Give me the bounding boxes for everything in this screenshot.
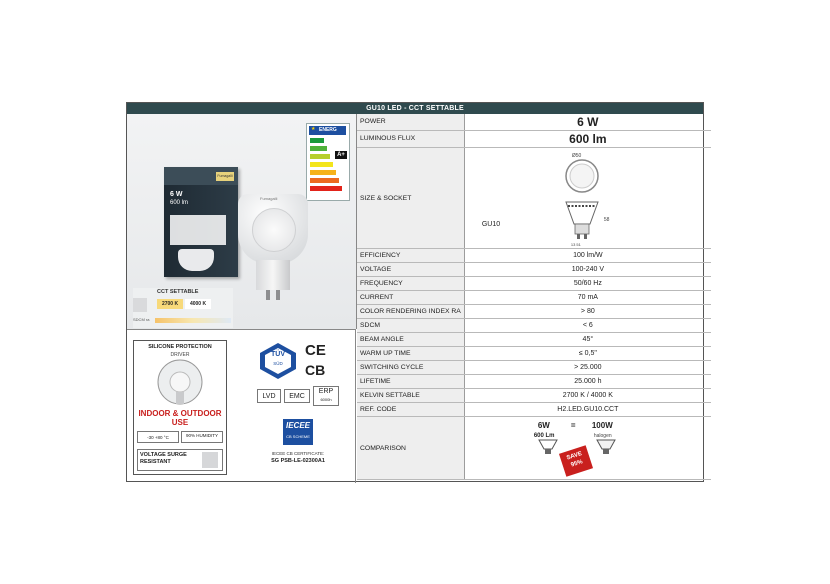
spec-label: SWITCHING CYCLE	[357, 361, 464, 375]
spec-label: FREQUENCY	[357, 277, 464, 291]
spec-row	[357, 148, 711, 249]
humidity-rating: 90% HUMIDITY	[181, 431, 223, 443]
diameter-label: Ø50	[571, 153, 582, 159]
save-badge	[559, 445, 593, 476]
iecee-sub-label: CB SCHEME	[286, 434, 310, 439]
box-power: 6 W	[170, 191, 183, 198]
box-bulb-image	[178, 249, 214, 271]
spec-value: 2700 K / 4000 K	[464, 389, 711, 403]
datasheet-title: GU10 LED - CCT SETTABLE	[127, 103, 703, 114]
box-flux: 600 lm	[170, 200, 189, 206]
energy-bar-4	[310, 162, 333, 167]
bulb-pins	[263, 290, 283, 300]
spec-value: < 6	[464, 319, 711, 333]
silicone-title: SILICONE PROTECTION	[148, 344, 212, 350]
spec-value	[464, 148, 711, 249]
energy-bar-1	[310, 138, 324, 143]
spec-label: POWER	[357, 114, 464, 131]
cct-cool-swatch: 4000 K	[185, 299, 211, 309]
spec-label: COLOR RENDERING INDEX RA	[357, 305, 464, 319]
spec-row	[357, 333, 711, 347]
energy-bar-6	[310, 178, 339, 183]
spec-value: 50/60 Hz	[464, 277, 711, 291]
spec-label: WARM UP TIME	[357, 347, 464, 361]
spec-row	[357, 114, 711, 131]
energy-bar-5	[310, 170, 336, 175]
cct-settable-panel	[133, 288, 233, 328]
energy-grade-marker: A+	[335, 151, 347, 159]
spec-value: 100-240 V	[464, 263, 711, 277]
save-label: SAVE	[565, 450, 583, 462]
bulb-neck	[256, 260, 290, 290]
spec-value	[464, 417, 711, 480]
spec-label: EFFICIENCY	[357, 249, 464, 263]
socket-label: GU10	[481, 221, 501, 228]
cct-label: CCT SETTABLE	[157, 289, 199, 295]
led-watt: 6W	[537, 421, 550, 430]
spec-row	[357, 417, 711, 480]
bulb-lens	[252, 208, 296, 252]
driver-label: DRIVER	[170, 352, 190, 358]
spec-label: LUMINOUS FLUX	[357, 131, 464, 148]
spec-label: CURRENT	[357, 291, 464, 305]
spec-value: 25.000 h	[464, 375, 711, 389]
iecee-label: IECEE	[285, 421, 310, 430]
iecee-cert-code: SG PSB-LE-02300A1	[271, 458, 325, 464]
led-bulb-icon	[538, 439, 558, 455]
spec-table	[357, 114, 711, 480]
spec-row	[357, 403, 711, 417]
spec-label: LIFETIME	[357, 375, 464, 389]
energy-label	[306, 123, 350, 201]
halogen-bulb-icon	[596, 439, 616, 455]
spec-label: SIZE & SOCKET	[357, 148, 464, 249]
halogen-watt: 100W	[591, 421, 613, 430]
silicone-protection-box	[133, 340, 227, 475]
spec-value: 6 W	[464, 114, 711, 131]
spec-row	[357, 305, 711, 319]
spec-table-body	[357, 114, 711, 480]
voltage-surge-box	[137, 449, 223, 471]
cct-warm-swatch: 2700 K	[157, 299, 183, 309]
spec-row	[357, 277, 711, 291]
product-photo	[127, 114, 357, 329]
spec-label: BEAM ANGLE	[357, 333, 464, 347]
spec-row	[357, 319, 711, 333]
spec-row	[357, 389, 711, 403]
spec-value: > 80	[464, 305, 711, 319]
indoor-outdoor-label: INDOOR & OUTDOOR USE	[138, 409, 222, 427]
spec-row	[357, 131, 711, 148]
sdcm-label: SDCM ra	[133, 317, 150, 322]
bulb-side-view-icon	[564, 200, 600, 240]
iecee-logo-icon	[283, 419, 313, 445]
emc-badge: EMC	[284, 389, 310, 403]
spec-row	[357, 291, 711, 305]
tuv-sub-label: SÜD	[273, 361, 283, 366]
bulb-brand: Fumagalli	[260, 196, 278, 201]
temperature-range: -30 +80 °C	[137, 431, 179, 443]
spec-value: 600 lm	[464, 131, 711, 148]
iecee-cert-label: IECEE CB CERTIFICATE:	[271, 451, 325, 456]
cb-mark: CB	[305, 362, 326, 378]
spec-value: 45°	[464, 333, 711, 347]
tuv-label: TÜV	[271, 351, 285, 358]
sdcm-scale	[155, 318, 231, 323]
spec-value: 70 mA	[464, 291, 711, 305]
box-feature-panel	[170, 215, 226, 245]
brand-logo: Fumagalli	[216, 172, 234, 181]
surge-icon	[202, 452, 218, 468]
erp-label: ERP	[318, 388, 334, 395]
erp-badge	[313, 386, 339, 406]
spec-value: ≤ 0,5"	[464, 347, 711, 361]
halogen-label: halogen	[593, 433, 612, 439]
energy-bar-3	[310, 154, 330, 159]
height-label: 58	[603, 217, 610, 223]
lvd-badge: LVD	[257, 389, 281, 403]
spec-row	[357, 249, 711, 263]
energy-label-header-text: ENERG	[319, 127, 337, 133]
spec-label: COMPARISON	[357, 417, 464, 480]
ce-mark: CE	[305, 342, 326, 359]
spec-label: SDCM	[357, 319, 464, 333]
cct-switch-icon	[133, 298, 147, 312]
spec-label: VOLTAGE	[357, 263, 464, 277]
spec-value: > 25.000	[464, 361, 711, 375]
spec-row	[357, 361, 711, 375]
voltage-surge-label: VOLTAGE SURGE RESISTANT	[140, 452, 187, 465]
spec-row	[357, 347, 711, 361]
energy-bar-7	[310, 186, 342, 191]
led-flux: 600 Lm	[533, 433, 555, 439]
spec-label: KELVIN SETTABLE	[357, 389, 464, 403]
spec-row	[357, 375, 711, 389]
spec-value: 100 lm/W	[464, 249, 711, 263]
equals-sign: =	[570, 421, 576, 430]
spec-value: H2.LED.GU10.CCT	[464, 403, 711, 417]
product-datasheet	[126, 102, 704, 482]
bulb-top-view-icon	[564, 158, 600, 194]
spec-label: REF. CODE	[357, 403, 464, 417]
certifications-panel	[127, 329, 356, 483]
product-box	[164, 167, 238, 277]
driver-icon	[156, 358, 204, 406]
save-percent: 95%	[570, 459, 584, 469]
erp-sub-label: 6000h	[320, 397, 332, 402]
energy-bar-2	[310, 146, 327, 151]
bulb-image	[238, 194, 308, 264]
energy-label-header: ★ ENERG	[309, 126, 346, 135]
pin-label: 13 51	[570, 242, 581, 247]
spec-row	[357, 263, 711, 277]
